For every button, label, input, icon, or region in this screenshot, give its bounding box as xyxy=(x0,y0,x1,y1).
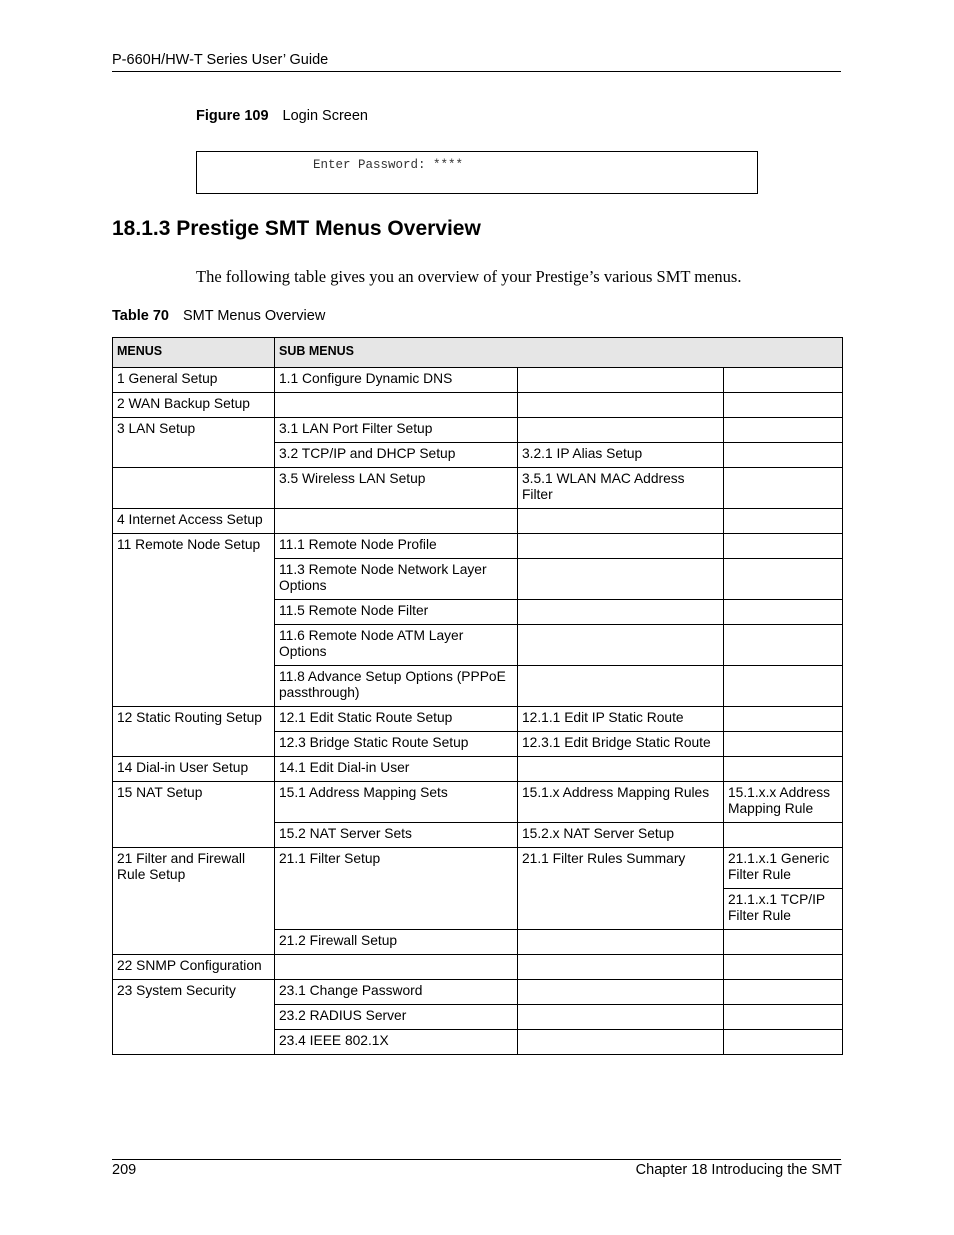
submenu-cell xyxy=(724,707,843,732)
submenu-cell: 3.5 Wireless LAN Setup xyxy=(275,468,518,509)
submenu-cell xyxy=(724,980,843,1005)
submenu-cell: 21.1 Filter Rules Summary xyxy=(518,848,724,930)
submenu-cell: 12.1 Edit Static Route Setup xyxy=(275,707,518,732)
table-row xyxy=(113,534,843,559)
table-row xyxy=(113,848,843,889)
submenu-cell xyxy=(518,757,724,782)
submenu-cell xyxy=(724,732,843,757)
menu-cell: 14 Dial-in User Setup xyxy=(113,757,275,782)
figure-label: Figure 109 xyxy=(196,108,269,124)
menu-cell: 22 SNMP Configuration xyxy=(113,955,275,980)
section-heading: 18.1.3 Prestige SMT Menus Overview xyxy=(112,217,481,240)
submenu-cell: 1.1 Configure Dynamic DNS xyxy=(275,368,518,393)
submenu-cell xyxy=(724,1005,843,1030)
submenu-cell: 21.1.x.1 TCP/IP Filter Rule xyxy=(724,889,843,930)
submenu-cell xyxy=(724,757,843,782)
submenu-cell: 11.8 Advance Setup Options (PPPoE passthrough) xyxy=(275,666,518,707)
submenu-cell xyxy=(518,930,724,955)
table-label: Table 70 xyxy=(112,308,169,324)
footer-rule xyxy=(112,1159,841,1160)
smt-menus-table xyxy=(112,337,843,1055)
submenu-cell: 3.1 LAN Port Filter Setup xyxy=(275,418,518,443)
submenu-cell xyxy=(518,559,724,600)
submenu-cell: 11.5 Remote Node Filter xyxy=(275,600,518,625)
table-caption xyxy=(112,308,325,324)
submenu-cell xyxy=(724,1030,843,1055)
submenu-cell: 12.1.1 Edit IP Static Route xyxy=(518,707,724,732)
table-row xyxy=(113,980,843,1005)
submenu-cell xyxy=(518,509,724,534)
submenu-cell: 14.1 Edit Dial-in User xyxy=(275,757,518,782)
table-title: SMT Menus Overview xyxy=(182,308,326,324)
submenu-cell xyxy=(518,1005,724,1030)
page-number: 209 xyxy=(112,1162,137,1178)
login-screen-text: Enter Password: **** xyxy=(313,158,464,172)
chapter-title: Chapter 18 Introducing the SMT xyxy=(635,1162,842,1178)
submenu-cell xyxy=(724,955,843,980)
table-row xyxy=(113,418,843,443)
submenu-cell xyxy=(724,443,843,468)
submenu-cell xyxy=(518,666,724,707)
header-rule xyxy=(112,71,841,72)
menu-cell: 2 WAN Backup Setup xyxy=(113,393,275,418)
submenu-cell xyxy=(275,955,518,980)
menu-cell: 15 NAT Setup xyxy=(113,782,275,848)
menu-cell: 12 Static Routing Setup xyxy=(113,707,275,757)
table-header-row xyxy=(113,338,843,368)
submenu-cell xyxy=(724,368,843,393)
submenu-cell xyxy=(724,625,843,666)
figure-caption xyxy=(196,108,368,124)
submenu-cell xyxy=(724,559,843,600)
running-header: P-660H/HW-T Series User’ Guide xyxy=(112,52,329,68)
submenu-cell xyxy=(518,534,724,559)
submenu-cell xyxy=(518,418,724,443)
submenu-cell: 11.3 Remote Node Network Layer Options xyxy=(275,559,518,600)
submenu-cell: 21.1 Filter Setup xyxy=(275,848,518,930)
submenu-cell: 15.2.x NAT Server Setup xyxy=(518,823,724,848)
submenu-cell: 15.2 NAT Server Sets xyxy=(275,823,518,848)
table-row xyxy=(113,707,843,732)
submenu-cell: 3.2.1 IP Alias Setup xyxy=(518,443,724,468)
submenu-cell xyxy=(724,930,843,955)
submenu-cell xyxy=(724,509,843,534)
header-sub-menus: SUB MENUS xyxy=(275,338,843,368)
submenu-cell xyxy=(518,625,724,666)
submenu-cell xyxy=(518,1030,724,1055)
submenu-cell xyxy=(724,468,843,509)
submenu-cell xyxy=(275,393,518,418)
figure-title: Login Screen xyxy=(282,108,368,124)
menu-cell: 23 System Security xyxy=(113,980,275,1055)
table-row xyxy=(113,509,843,534)
submenu-cell: 3.2 TCP/IP and DHCP Setup xyxy=(275,443,518,468)
menu-cell: 21 Filter and Firewall Rule Setup xyxy=(113,848,275,955)
table-row xyxy=(113,955,843,980)
menu-cell: 4 Internet Access Setup xyxy=(113,509,275,534)
submenu-cell: 15.1.x Address Mapping Rules xyxy=(518,782,724,823)
menu-cell: 1 General Setup xyxy=(113,368,275,393)
submenu-cell: 12.3.1 Edit Bridge Static Route xyxy=(518,732,724,757)
table-row xyxy=(113,468,843,509)
submenu-cell xyxy=(724,823,843,848)
submenu-cell: 23.2 RADIUS Server xyxy=(275,1005,518,1030)
submenu-cell: 3.5.1 WLAN MAC Address Filter xyxy=(518,468,724,509)
submenu-cell xyxy=(724,666,843,707)
login-screen-figure xyxy=(196,151,758,194)
submenu-cell xyxy=(724,534,843,559)
menu-cell: 11 Remote Node Setup xyxy=(113,534,275,707)
submenu-cell: 11.6 Remote Node ATM Layer Options xyxy=(275,625,518,666)
table-row xyxy=(113,757,843,782)
submenu-cell: 15.1.x.x Address Mapping Rule xyxy=(724,782,843,823)
submenu-cell xyxy=(518,368,724,393)
submenu-cell: 15.1 Address Mapping Sets xyxy=(275,782,518,823)
submenu-cell: 23.1 Change Password xyxy=(275,980,518,1005)
submenu-cell: 23.4 IEEE 802.1X xyxy=(275,1030,518,1055)
table-row xyxy=(113,782,843,823)
submenu-cell xyxy=(724,393,843,418)
submenu-cell xyxy=(518,980,724,1005)
submenu-cell xyxy=(518,955,724,980)
submenu-cell: 12.3 Bridge Static Route Setup xyxy=(275,732,518,757)
submenu-cell: 21.1.x.1 Generic Filter Rule xyxy=(724,848,843,889)
submenu-cell xyxy=(724,418,843,443)
intro-paragraph: The following table gives you an overview of your Prestige’s various SMT menus. xyxy=(196,267,742,286)
submenu-cell xyxy=(518,393,724,418)
table-row xyxy=(113,368,843,393)
menu-cell: 3 LAN Setup xyxy=(113,418,275,468)
submenu-cell: 21.2 Firewall Setup xyxy=(275,930,518,955)
submenu-cell xyxy=(724,600,843,625)
submenu-cell xyxy=(518,600,724,625)
menu-cell xyxy=(113,468,275,509)
header-menus: MENUS xyxy=(113,338,275,368)
submenu-cell: 11.1 Remote Node Profile xyxy=(275,534,518,559)
table-row xyxy=(113,393,843,418)
submenu-cell xyxy=(275,509,518,534)
